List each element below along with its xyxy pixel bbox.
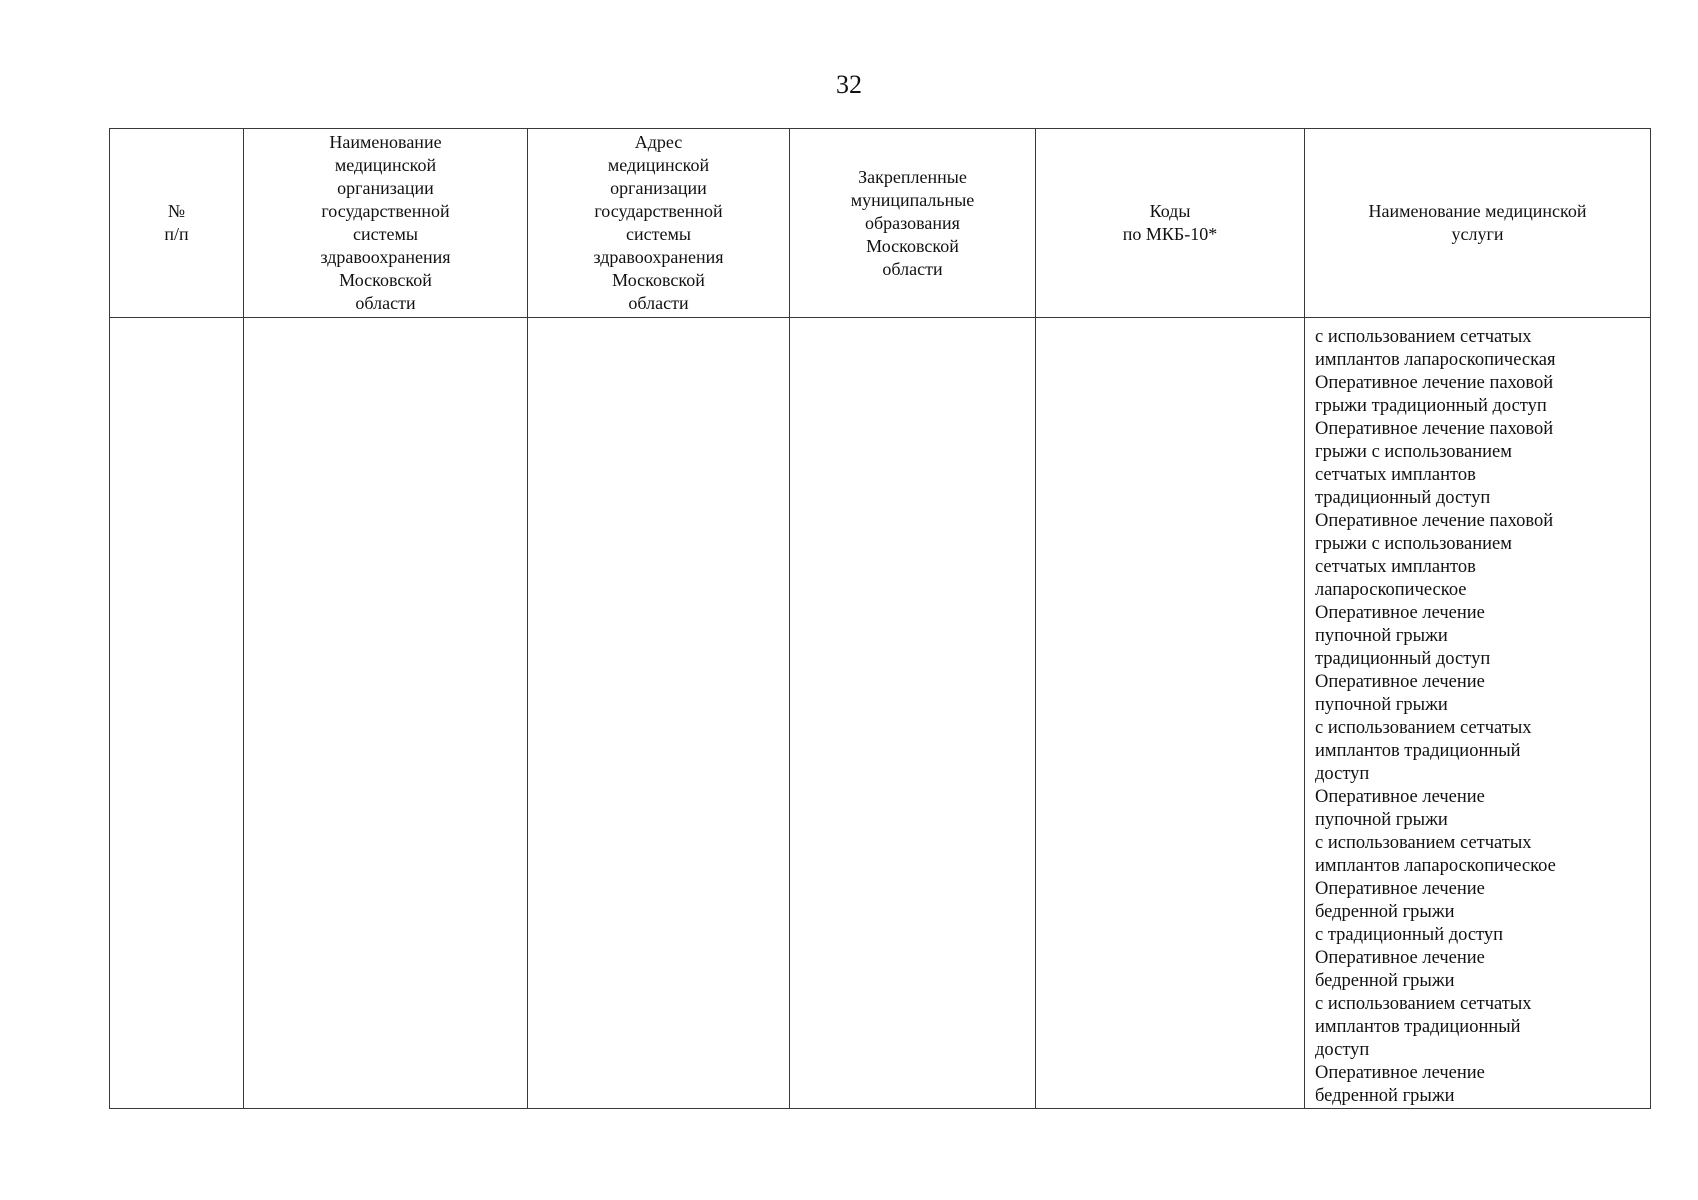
header-municipalities: Закрепленные муниципальные образования Московской области xyxy=(790,129,1036,318)
cell-municipalities xyxy=(790,318,1036,1109)
header-icd-codes: Коды по МКБ-10* xyxy=(1036,129,1305,318)
cell-organization-address xyxy=(528,318,790,1109)
header-organization-address: Адрес медицинской организации государственной системы здравоохранения Московской области xyxy=(528,129,790,318)
cell-icd-codes xyxy=(1036,318,1305,1109)
cell-organization-name xyxy=(244,318,528,1109)
table-row xyxy=(110,318,1651,1109)
header-number: № п/п xyxy=(110,129,244,318)
cell-service-list: с использованием сетчатых имплантов лапароскопическая Оперативное лечение паховой грыжи традиционный доступ Оперативное лечение паховой грыжи с использованием сетчатых имплантов традиционный доступ Оперативное лечение паховой грыжи с использованием сетчатых имплантов лапароскопическое Оперативное лечение пупочной грыжи традиционный доступ Оперативное лечение пупочной грыжи с использованием сетчатых имплантов традиционный доступ Оперативное лечение пупочной грыжи с использованием сетчатых имплантов лапароскопическое Оперативное лечение бедренной грыжи с традиционный доступ Оперативное лечение бедренной грыжи с использованием сетчатых имплантов традиционный доступ Оперативное лечение бедренной грыжи xyxy=(1305,318,1651,1109)
table-header-row xyxy=(110,129,1651,318)
header-organization-name: Наименование медицинской организации государственной системы здравоохранения Московской области xyxy=(244,129,528,318)
services-table xyxy=(109,128,1651,1109)
page-number: 32 xyxy=(836,70,862,99)
cell-number xyxy=(110,318,244,1109)
header-service-name: Наименование медицинской услуги xyxy=(1305,129,1651,318)
